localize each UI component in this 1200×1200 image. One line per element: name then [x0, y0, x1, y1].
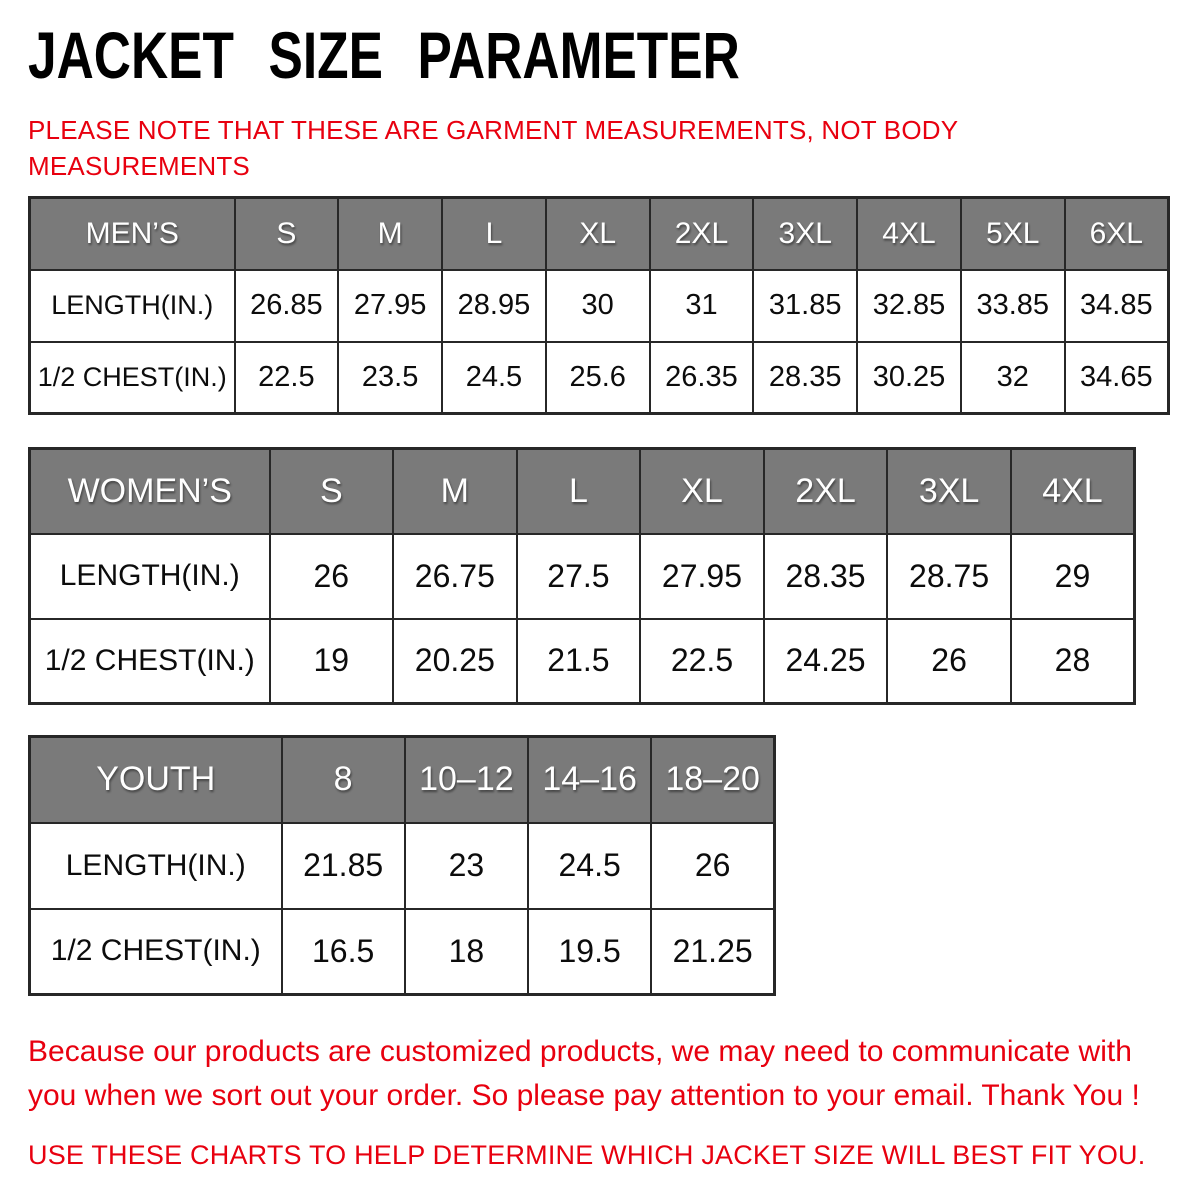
size-value-cell: 19.5 — [528, 909, 651, 995]
size-value-cell: 20.25 — [393, 619, 517, 704]
size-value-cell: 23.5 — [338, 342, 442, 414]
size-value-cell: 21.85 — [282, 823, 405, 909]
table-row — [30, 823, 775, 909]
size-column-header: 3XL — [753, 198, 857, 270]
table-row — [30, 909, 775, 995]
size-value-cell: 21.25 — [651, 909, 774, 995]
size-column-header: L — [517, 449, 641, 534]
size-value-cell: 19 — [270, 619, 394, 704]
size-column-header: 18–20 — [651, 737, 774, 823]
size-column-header: 2XL — [650, 198, 754, 270]
size-value-cell: 21.5 — [517, 619, 641, 704]
size-column-header: 5XL — [961, 198, 1065, 270]
size-value-cell: 24.25 — [764, 619, 888, 704]
size-value-cell: 27.95 — [338, 270, 442, 342]
size-column-header: 6XL — [1065, 198, 1169, 270]
size-value-cell: 29 — [1011, 534, 1135, 619]
size-value-cell: 26 — [651, 823, 774, 909]
size-value-cell: 24.5 — [442, 342, 546, 414]
use-charts-instruction: USE THESE CHARTS TO HELP DETERMINE WHICH JACKET SIZE WILL BEST FIT YOU. — [28, 1140, 1146, 1170]
size-value-cell: 28.95 — [442, 270, 546, 342]
size-column-header: S — [270, 449, 394, 534]
size-column-header: 10–12 — [405, 737, 528, 823]
size-value-cell: 30 — [546, 270, 650, 342]
table-row — [30, 534, 1135, 619]
row-label: LENGTH(IN.) — [30, 270, 235, 342]
size-value-cell: 32 — [961, 342, 1065, 414]
size-column-header: 8 — [282, 737, 405, 823]
size-value-cell: 16.5 — [282, 909, 405, 995]
size-value-cell: 27.5 — [517, 534, 641, 619]
size-value-cell: 31 — [650, 270, 754, 342]
table-title-cell: YOUTH — [30, 737, 282, 823]
size-column-header: M — [393, 449, 517, 534]
size-value-cell: 26.35 — [650, 342, 754, 414]
row-label: 1/2 CHEST(IN.) — [30, 342, 235, 414]
size-column-header: 2XL — [764, 449, 888, 534]
row-label: LENGTH(IN.) — [30, 823, 282, 909]
table-header-row — [30, 737, 775, 823]
size-value-cell: 30.25 — [857, 342, 961, 414]
size-value-cell: 22.5 — [235, 342, 339, 414]
size-value-cell: 32.85 — [857, 270, 961, 342]
row-label: LENGTH(IN.) — [30, 534, 270, 619]
size-value-cell: 26 — [270, 534, 394, 619]
size-value-cell: 31.85 — [753, 270, 857, 342]
row-label: 1/2 CHEST(IN.) — [30, 619, 270, 704]
size-column-header: 4XL — [1011, 449, 1135, 534]
size-column-header: XL — [546, 198, 650, 270]
size-value-cell: 25.6 — [546, 342, 650, 414]
mens-size-table — [28, 196, 1170, 415]
table-row — [30, 270, 1169, 342]
size-column-header: 4XL — [857, 198, 961, 270]
youth-size-table — [28, 735, 776, 996]
size-value-cell: 18 — [405, 909, 528, 995]
size-value-cell: 33.85 — [961, 270, 1065, 342]
size-column-header: 3XL — [887, 449, 1011, 534]
womens-size-table — [28, 447, 1136, 705]
size-value-cell: 27.95 — [640, 534, 764, 619]
size-value-cell: 28 — [1011, 619, 1135, 704]
size-chart-page — [0, 18, 1200, 1200]
size-value-cell: 28.35 — [753, 342, 857, 414]
size-column-header: M — [338, 198, 442, 270]
row-label: 1/2 CHEST(IN.) — [30, 909, 282, 995]
garment-measurement-note: PLEASE NOTE THAT THESE ARE GARMENT MEASUREMENTS, NOT BODY MEASUREMENTS — [28, 115, 958, 181]
size-value-cell: 26 — [887, 619, 1011, 704]
table-header-row — [30, 449, 1135, 534]
size-value-cell: 26.85 — [235, 270, 339, 342]
table-title-cell: WOMEN’S — [30, 449, 270, 534]
size-value-cell: 24.5 — [528, 823, 651, 909]
size-value-cell: 34.65 — [1065, 342, 1169, 414]
size-value-cell: 34.85 — [1065, 270, 1169, 342]
size-column-header: L — [442, 198, 546, 270]
size-value-cell: 28.75 — [887, 534, 1011, 619]
size-value-cell: 26.75 — [393, 534, 517, 619]
page-title: JACKET SIZE PARAMETER — [28, 18, 740, 92]
table-row — [30, 342, 1169, 414]
size-value-cell: 23 — [405, 823, 528, 909]
table-header-row — [30, 198, 1169, 270]
size-value-cell: 28.35 — [764, 534, 888, 619]
size-column-header: S — [235, 198, 339, 270]
table-title-cell: MEN’S — [30, 198, 235, 270]
table-row — [30, 619, 1135, 704]
customized-products-notice: Because our products are customized products, we may need to communicate with you when we sort out your order. So please pay attention to your email. Thank You ! — [28, 1035, 1140, 1112]
size-column-header: XL — [640, 449, 764, 534]
size-column-header: 14–16 — [528, 737, 651, 823]
size-value-cell: 22.5 — [640, 619, 764, 704]
